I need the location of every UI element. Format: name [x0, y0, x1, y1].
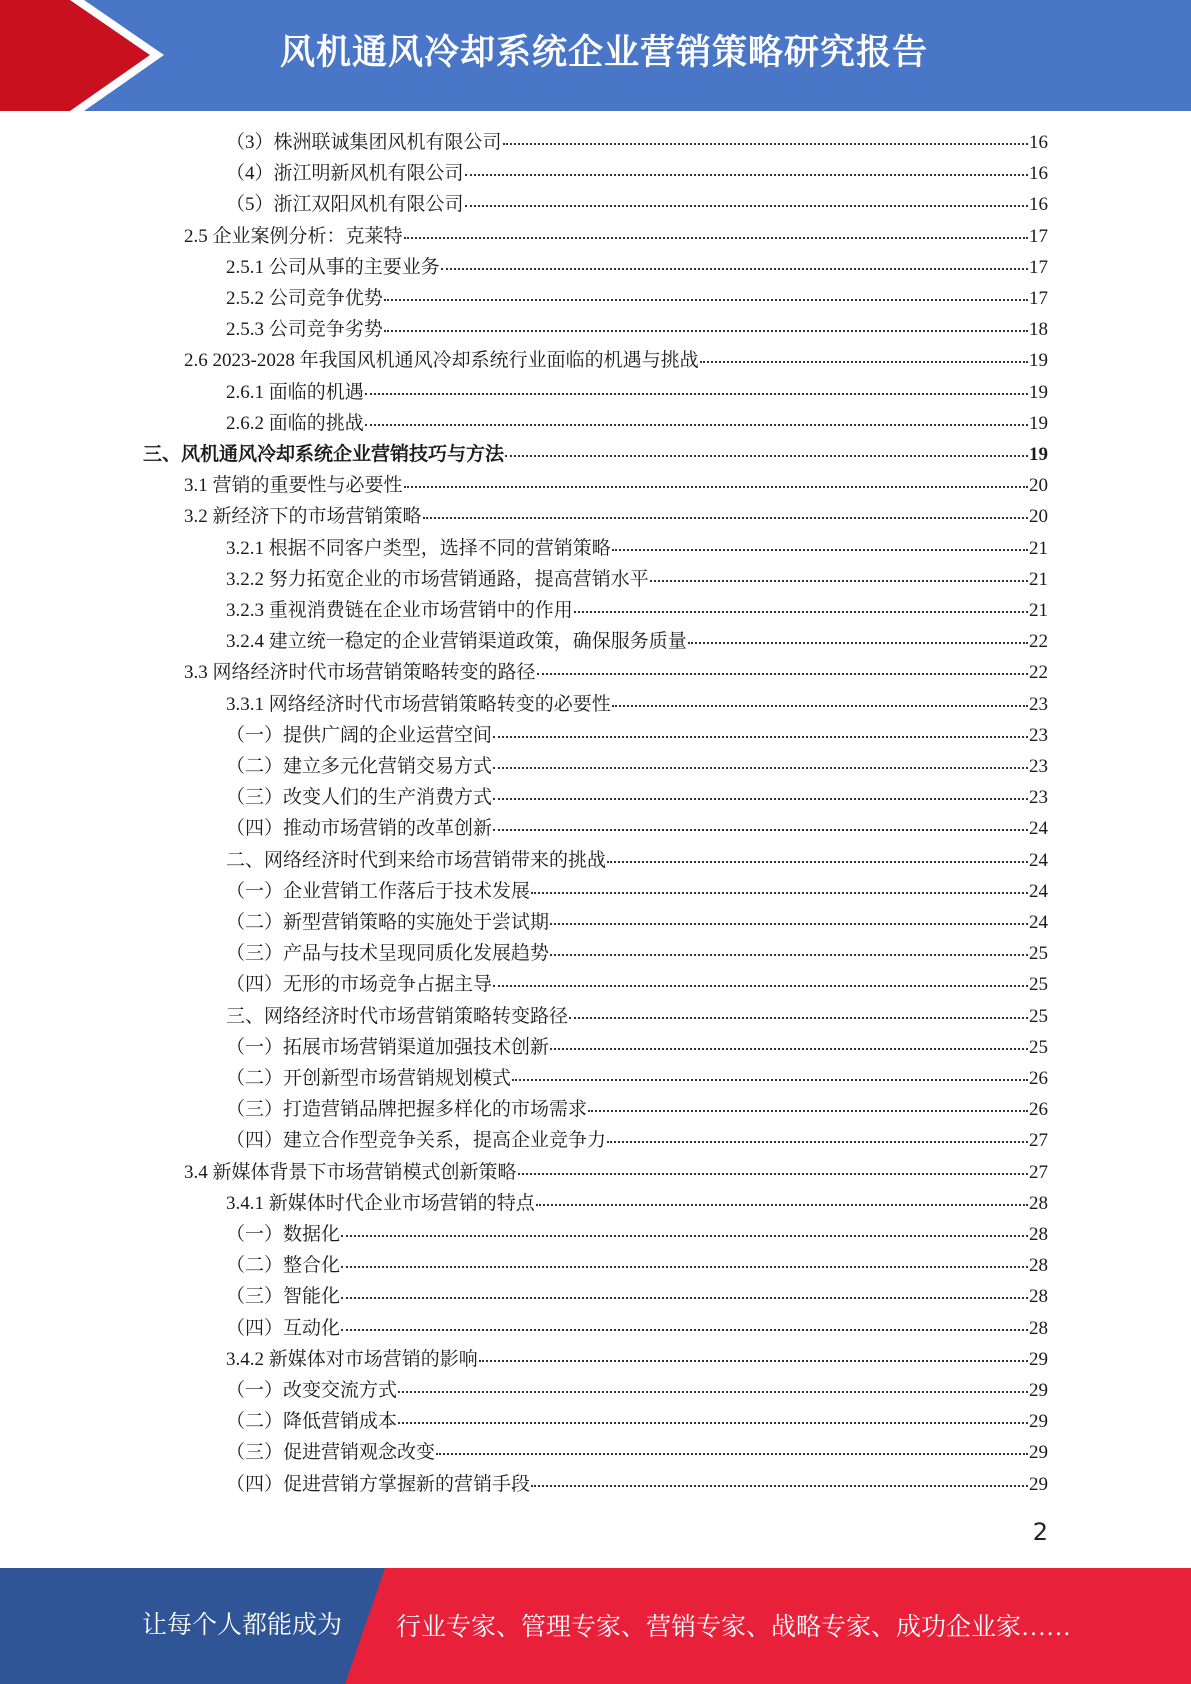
- toc-entry-page: 28: [1029, 1192, 1048, 1214]
- toc-entry-title: 3.2.4 建立统一稳定的企业营销渠道政策，确保服务质量: [226, 631, 687, 653]
- toc-entry[interactable]: [226, 1001, 1048, 1032]
- toc-leader-dots: [441, 268, 1028, 270]
- toc-entry-title: （三）产品与技术呈现同质化发展趋势: [226, 943, 550, 965]
- toc-entry[interactable]: [226, 1281, 1048, 1312]
- toc-leader-dots: [650, 580, 1028, 582]
- toc-leader-dots: [537, 673, 1028, 675]
- toc-entry[interactable]: [226, 189, 1048, 220]
- toc-entry-page: 20: [1029, 475, 1048, 497]
- toc-entry-title: 2.5 企业案例分析：克莱特: [184, 225, 403, 247]
- toc-entry[interactable]: [226, 314, 1048, 345]
- toc-entry-title: （二）建立多元化营销交易方式: [226, 756, 493, 777]
- toc-entry[interactable]: [226, 252, 1048, 283]
- toc-entry[interactable]: [226, 626, 1048, 657]
- toc-leader-dots: [493, 798, 1028, 800]
- toc-entry-page: 25: [1029, 974, 1048, 996]
- page-number: 2: [1032, 1518, 1048, 1546]
- toc-entry-page: 24: [1029, 818, 1048, 840]
- toc-entry[interactable]: [226, 127, 1048, 158]
- toc-entry-title: 3.2.3 重视消费链在企业市场营销中的作用: [226, 600, 573, 621]
- toc-entry[interactable]: [226, 283, 1048, 314]
- toc-leader-dots: [341, 1235, 1028, 1237]
- toc-leader-dots: [365, 424, 1028, 426]
- toc-leader-dots: [465, 174, 1028, 176]
- toc-entry-title: （三）改变人们的生产消费方式: [226, 787, 493, 809]
- toc-entry-page: 23: [1029, 756, 1048, 777]
- toc-leader-dots: [550, 1048, 1028, 1050]
- toc-entry-title: 2.6 2023-2028 年我国风机通风冷却系统行业面临的机遇与挑战: [184, 350, 699, 372]
- toc-leader-dots: [550, 923, 1028, 925]
- toc-entry-page: 24: [1029, 912, 1048, 933]
- toc-entry-title: 3.1 营销的重要性与必要性: [184, 475, 403, 497]
- toc-leader-dots: [479, 1360, 1028, 1362]
- toc-entry-title: （二）开创新型市场营销规划模式: [226, 1068, 512, 1089]
- toc-entry[interactable]: [226, 595, 1048, 626]
- toc-entry-page: 29: [1029, 1348, 1048, 1370]
- toc-entry[interactable]: [226, 408, 1048, 439]
- toc-leader-dots: [512, 1079, 1028, 1081]
- toc-entry[interactable]: [226, 1437, 1048, 1468]
- footer-slogan-right: 行业专家、管理专家、营销专家、战略专家、成功企业家……: [396, 1614, 1072, 1641]
- toc-leader-dots: [569, 1017, 1028, 1019]
- toc-entry-page: 29: [1029, 1442, 1048, 1464]
- toc-entry[interactable]: [226, 845, 1048, 876]
- toc-leader-dots: [493, 829, 1028, 831]
- toc-leader-dots: [531, 1485, 1028, 1487]
- toc-entry-page: 25: [1029, 943, 1048, 965]
- toc-leader-dots: [607, 861, 1028, 863]
- toc-entry[interactable]: [226, 1063, 1048, 1094]
- toc-entry-page: 19: [1029, 381, 1048, 403]
- toc-entry-page: 28: [1029, 1224, 1048, 1245]
- toc-entry-title: 3.4.2 新媒体对市场营销的影响: [226, 1348, 478, 1370]
- toc-leader-dots: [588, 1110, 1028, 1112]
- report-title: 风机通风冷却系统企业营销策略研究报告: [280, 33, 929, 73]
- toc-entry-page: 18: [1029, 319, 1048, 341]
- page-footer: [0, 1568, 1191, 1684]
- toc-leader-dots: [384, 299, 1028, 301]
- toc-leader-dots: [398, 1422, 1028, 1424]
- toc-leader-dots: [465, 205, 1028, 207]
- toc-entry-page: 19: [1029, 444, 1048, 465]
- toc-leader-dots: [612, 705, 1028, 707]
- toc-leader-dots: [503, 143, 1028, 145]
- toc-leader-dots: [404, 237, 1028, 239]
- toc-entry[interactable]: [184, 657, 1048, 688]
- toc-entry-title: （二）整合化: [226, 1255, 341, 1277]
- toc-entry-title: 二、网络经济时代到来给市场营销带来的挑战: [226, 849, 607, 871]
- toc-entry-title: （四）促进营销方掌握新的营销手段: [226, 1473, 531, 1495]
- page-header: [0, 0, 1191, 111]
- toc-entry[interactable]: [184, 221, 1048, 252]
- toc-entry[interactable]: [226, 689, 1048, 720]
- toc-entry-page: 21: [1029, 537, 1048, 559]
- toc-entry-page: 17: [1029, 225, 1048, 247]
- toc-entry-title: 2.6.1 面临的机遇: [226, 381, 364, 403]
- toc-entry-page: 28: [1029, 1317, 1048, 1339]
- toc-entry-title: （3）株洲联诚集团风机有限公司: [226, 132, 502, 153]
- toc-entry-title: 3.4.1 新媒体时代企业市场营销的特点: [226, 1192, 535, 1214]
- toc-leader-dots: [607, 1141, 1028, 1143]
- toc-leader-dots: [531, 892, 1028, 894]
- toc-entry-page: 26: [1029, 1068, 1048, 1089]
- toc-entry-page: 16: [1029, 132, 1048, 153]
- toc-leader-dots: [700, 361, 1028, 363]
- toc-leader-dots: [505, 455, 1028, 457]
- toc-entry-title: （一）改变交流方式: [226, 1380, 398, 1401]
- toc-entry-title: （一）拓展市场营销渠道加强技术创新: [226, 1036, 550, 1058]
- toc-entry-page: 29: [1029, 1411, 1048, 1433]
- toc-entry[interactable]: [226, 751, 1048, 782]
- toc-entry-title: 2.5.2 公司竞争优势: [226, 288, 383, 309]
- toc-entry-page: 27: [1029, 1161, 1048, 1183]
- toc-entry[interactable]: [226, 533, 1048, 564]
- toc-entry[interactable]: [226, 969, 1048, 1000]
- toc-leader-dots: [341, 1297, 1028, 1299]
- toc-entry-page: 29: [1029, 1473, 1048, 1495]
- toc-entry-title: 3.3.1 网络经济时代市场营销策略转变的必要性: [226, 693, 611, 715]
- toc-leader-dots: [493, 985, 1028, 987]
- toc-entry[interactable]: [226, 1250, 1048, 1281]
- toc-entry-page: 27: [1029, 1130, 1048, 1152]
- toc-leader-dots: [550, 954, 1028, 956]
- toc-entry-title: （三）促进营销观念改变: [226, 1442, 436, 1464]
- toc-entry-page: 26: [1029, 1099, 1048, 1121]
- toc-entry-page: 25: [1029, 1005, 1048, 1027]
- toc-entry[interactable]: [226, 1344, 1048, 1375]
- toc-leader-dots: [436, 1453, 1028, 1455]
- toc-entry[interactable]: [226, 1032, 1048, 1063]
- toc-entry-title: （一）数据化: [226, 1224, 341, 1245]
- toc-entry-page: 21: [1029, 600, 1048, 621]
- toc-entry-title: 2.5.3 公司竞争劣势: [226, 319, 383, 341]
- toc-entry-page: 22: [1029, 662, 1048, 684]
- toc-entry[interactable]: [226, 1219, 1048, 1250]
- toc-entry[interactable]: [226, 813, 1048, 844]
- toc-entry[interactable]: [226, 1094, 1048, 1125]
- toc-entry-page: 19: [1029, 412, 1048, 434]
- toc-entry-title: （四）互动化: [226, 1317, 341, 1339]
- toc-leader-dots: [404, 486, 1028, 488]
- toc-entry[interactable]: [226, 1188, 1048, 1219]
- toc-entry-page: 23: [1029, 787, 1048, 809]
- toc-entry-page: 17: [1029, 256, 1048, 278]
- toc-entry[interactable]: [226, 1406, 1048, 1437]
- toc-entry-page: 23: [1029, 724, 1048, 746]
- toc-leader-dots: [493, 767, 1028, 769]
- toc-entry-title: 3.3 网络经济时代市场营销策略转变的路径: [184, 662, 536, 684]
- toc-entry-page: 25: [1029, 1036, 1048, 1058]
- toc-entry-title: 3.4 新媒体背景下市场营销模式创新策略: [184, 1161, 517, 1183]
- toc-entry-title: （三）打造营销品牌把握多样化的市场需求: [226, 1099, 588, 1121]
- toc-entry-page: 29: [1029, 1380, 1048, 1401]
- toc-entry-page: 28: [1029, 1255, 1048, 1277]
- toc-entry-title: （四）无形的市场竞争占据主导: [226, 974, 493, 996]
- toc-entry[interactable]: [226, 158, 1048, 189]
- toc-entry-title: 2.6.2 面临的挑战: [226, 412, 364, 434]
- toc-entry-page: 19: [1029, 350, 1048, 372]
- toc-leader-dots: [536, 1204, 1028, 1206]
- toc-leader-dots: [365, 393, 1028, 395]
- toc-entry-title: （二）降低营销成本: [226, 1411, 398, 1433]
- toc-entry-page: 21: [1029, 568, 1048, 590]
- toc-leader-dots: [688, 642, 1028, 644]
- toc-entry[interactable]: [226, 1469, 1048, 1500]
- toc-entry-title: 三、风机通风冷却系统企业营销技巧与方法: [143, 444, 505, 465]
- toc-entry[interactable]: [184, 1157, 1048, 1188]
- toc-entry-title: （一）提供广阔的企业运营空间: [226, 724, 493, 746]
- toc-entry-title: （5）浙江双阳风机有限公司: [226, 194, 464, 216]
- toc-entry[interactable]: [226, 876, 1048, 907]
- toc-entry-page: 23: [1029, 693, 1048, 715]
- toc-entry-page: 17: [1029, 288, 1048, 309]
- toc-entry-title: 3.2.1 根据不同客户类型，选择不同的营销策略: [226, 537, 611, 559]
- toc-leader-dots: [423, 517, 1028, 519]
- toc-entry[interactable]: [226, 1313, 1048, 1344]
- toc-leader-dots: [518, 1173, 1028, 1175]
- toc-entry[interactable]: [226, 1375, 1048, 1406]
- toc-entry[interactable]: [143, 439, 1048, 470]
- toc-entry[interactable]: [226, 907, 1048, 938]
- toc-leader-dots: [574, 611, 1028, 613]
- toc-entry-title: 3.2.2 努力拓宽企业的市场营销通路，提高营销水平: [226, 568, 649, 590]
- toc-entry-title: 三、网络经济时代市场营销策略转变路径: [226, 1005, 569, 1027]
- toc-entry-page: 22: [1029, 631, 1048, 653]
- toc-entry-title: 3.2 新经济下的市场营销策略: [184, 506, 422, 528]
- toc-entry[interactable]: [184, 501, 1048, 532]
- toc-leader-dots: [493, 736, 1028, 738]
- toc-entry-title: （四）建立合作型竞争关系，提高企业竞争力: [226, 1130, 607, 1152]
- toc-leader-dots: [612, 549, 1028, 551]
- toc-entry-page: 24: [1029, 880, 1048, 902]
- toc-leader-dots: [384, 330, 1028, 332]
- toc-entry-title: （三）智能化: [226, 1286, 341, 1308]
- toc-entry-page: 20: [1029, 506, 1048, 528]
- toc-leader-dots: [341, 1329, 1028, 1331]
- toc-entry[interactable]: [226, 720, 1048, 751]
- toc-entry-title: 2.5.1 公司从事的主要业务: [226, 256, 440, 278]
- toc-entry[interactable]: [226, 564, 1048, 595]
- toc-entry[interactable]: [226, 782, 1048, 813]
- toc-entry[interactable]: [184, 470, 1048, 501]
- toc-entry[interactable]: [226, 1125, 1048, 1156]
- toc-entry-title: （二）新型营销策略的实施处于尝试期: [226, 912, 550, 933]
- toc-entry-page: 16: [1029, 194, 1048, 216]
- footer-slogan-left: 让每个人都能成为: [142, 1612, 343, 1639]
- toc-entry-page: 28: [1029, 1286, 1048, 1308]
- toc-entry-title: （一）企业营销工作落后于技术发展: [226, 880, 531, 902]
- toc-entry-title: （四）推动市场营销的改革创新: [226, 818, 493, 840]
- toc-entry-title: （4）浙江明新风机有限公司: [226, 163, 464, 185]
- toc-entry-page: 16: [1029, 163, 1048, 185]
- toc-entry[interactable]: [184, 345, 1048, 376]
- toc-entry-page: 24: [1029, 849, 1048, 871]
- toc-leader-dots: [341, 1266, 1028, 1268]
- toc-leader-dots: [398, 1391, 1028, 1393]
- toc-entry[interactable]: [226, 377, 1048, 408]
- toc-entry[interactable]: [226, 938, 1048, 969]
